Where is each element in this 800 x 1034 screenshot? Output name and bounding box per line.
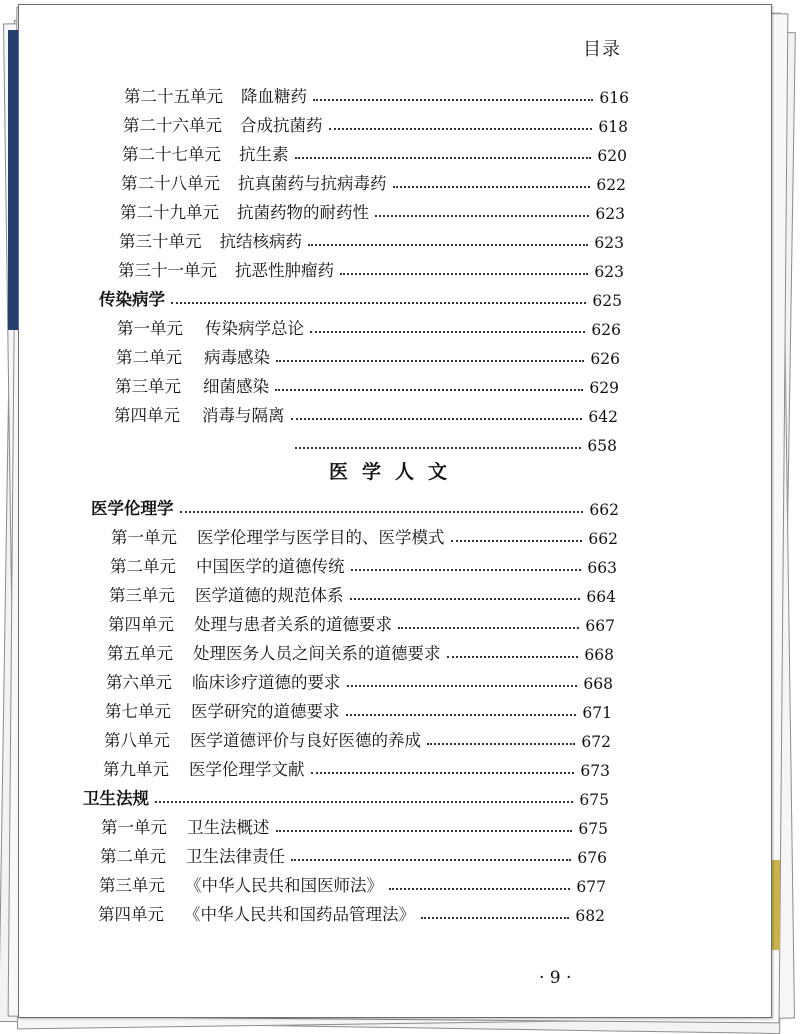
unit-number: 第二十七单元 [122, 145, 221, 164]
leader-dots [427, 743, 575, 745]
toc-row[interactable] [124, 83, 629, 107]
unit-number: 第二单元 [110, 557, 176, 576]
unit-title: 传染病学总论 [205, 319, 304, 338]
unit-title: 卫生法律责任 [186, 847, 285, 866]
leader-dots [350, 598, 581, 600]
unit-number: 第三十单元 [119, 232, 202, 251]
toc-row[interactable] [101, 814, 608, 838]
unit-number: 第四单元 [114, 406, 180, 425]
unit-title: 医学研究的道德要求 [191, 702, 340, 721]
toc-row[interactable] [117, 315, 621, 339]
table-of-contents [19, 5, 771, 1017]
page-number: 623 [594, 234, 624, 252]
unit-number: 第四单元 [108, 615, 174, 634]
unit-title: 细菌感染 [203, 377, 269, 396]
leader-dots [295, 447, 581, 449]
unit-number: 第三单元 [115, 377, 181, 396]
unit-number: 第三单元 [99, 876, 165, 895]
leader-dots [351, 569, 582, 571]
unit-number: 第二单元 [100, 847, 166, 866]
page-number: 618 [598, 118, 628, 136]
toc-row[interactable] [109, 582, 616, 606]
unit-title: 卫生法概述 [187, 818, 270, 837]
unit-title: 医学伦理学文献 [189, 760, 305, 779]
page-number: 675 [578, 820, 608, 838]
unit-number: 第一单元 [101, 818, 167, 837]
chapter-title: 卫生法规 [83, 789, 149, 808]
leader-dots [447, 656, 579, 658]
page-number: 663 [587, 559, 617, 577]
unit-title: 处理与患者关系的道德要求 [194, 615, 392, 634]
page-number: 662 [589, 501, 619, 519]
unit-title: 临床诊疗道德的要求 [192, 673, 341, 692]
toc-row[interactable] [99, 872, 606, 896]
unit-number: 第二十六单元 [123, 116, 222, 135]
toc-chapter-row[interactable] [83, 785, 609, 809]
unit-title: 抗结核病药 [219, 232, 302, 251]
unit-title: 病毒感染 [204, 348, 270, 367]
toc-row[interactable] [111, 524, 618, 548]
leader-dots [308, 244, 588, 246]
unit-number: 第一单元 [111, 528, 177, 547]
toc-row[interactable] [114, 402, 618, 426]
toc-row[interactable] [108, 611, 615, 635]
page-number: 682 [575, 907, 605, 925]
unit-title: 降血糖药 [241, 87, 307, 106]
leader-dots [421, 917, 569, 919]
leader-dots [340, 273, 588, 275]
section-title: 医学人文 [328, 461, 461, 483]
unit-number: 第三十一单元 [118, 261, 217, 280]
page-number: 673 [580, 762, 610, 780]
leader-dots [393, 186, 591, 188]
toc-row[interactable] [110, 553, 617, 577]
unit-title: 抗菌药物的耐药性 [237, 203, 369, 222]
page-number: 623 [595, 205, 625, 223]
cover-edge-blue [8, 30, 18, 330]
toc-row[interactable] [106, 669, 613, 693]
leader-dots [276, 360, 584, 362]
page-number: 671 [582, 704, 612, 722]
toc-row[interactable] [116, 344, 620, 368]
toc-row[interactable] [121, 170, 626, 194]
page-number: 668 [584, 646, 614, 664]
chapter-title: 医学伦理学 [91, 499, 174, 518]
leader-dots [398, 627, 579, 629]
leader-dots [310, 331, 585, 333]
leader-dots [155, 801, 573, 803]
leader-dots [291, 859, 571, 861]
toc-page [18, 4, 772, 1018]
unit-number: 第三单元 [109, 586, 175, 605]
unit-title: 医学道德的规范体系 [195, 586, 344, 605]
leader-dots [275, 389, 583, 391]
leader-dots [180, 511, 584, 513]
unit-number: 第六单元 [106, 673, 172, 692]
leader-dots [171, 302, 586, 304]
page-number: 667 [585, 617, 615, 635]
page-number: 668 [583, 675, 613, 693]
cover-edge-yellow [772, 860, 780, 950]
unit-title: 《中华人民共和国医师法》 [185, 876, 383, 895]
page-number: 623 [594, 263, 624, 281]
toc-row[interactable] [122, 141, 627, 165]
leader-dots [313, 99, 593, 101]
leader-dots [389, 888, 570, 890]
unit-title: 中国医学的道德传统 [196, 557, 345, 576]
page-number: 626 [590, 350, 620, 368]
page-folio: · 9 · [539, 968, 572, 988]
toc-row[interactable] [100, 843, 607, 867]
toc-row[interactable] [123, 112, 628, 136]
page-number: 664 [586, 588, 616, 606]
toc-row[interactable] [104, 727, 611, 751]
toc-row[interactable] [103, 756, 610, 780]
unit-number: 第九单元 [103, 760, 169, 779]
leader-dots [295, 157, 592, 159]
leader-dots [346, 714, 577, 716]
unit-number: 第七单元 [105, 702, 171, 721]
page-number: 622 [596, 176, 626, 194]
page-number: 620 [597, 147, 627, 165]
page-number: 677 [576, 878, 606, 896]
leader-dots [276, 830, 573, 832]
page-number: 642 [588, 408, 618, 426]
unit-title: 医学伦理学与医学目的、医学模式 [197, 528, 445, 547]
leader-dots [291, 418, 583, 420]
toc-row[interactable] [98, 901, 605, 925]
page-number: 658 [587, 437, 617, 455]
toc-row[interactable] [120, 199, 625, 223]
unit-title: 合成抗菌药 [240, 116, 323, 135]
toc-row[interactable] [118, 257, 624, 281]
toc-chapter-row[interactable] [99, 286, 622, 310]
unit-title: 《中华人民共和国药品管理法》 [184, 905, 415, 924]
page-number: 629 [589, 379, 619, 397]
toc-row[interactable] [119, 228, 624, 252]
page-number: 672 [581, 733, 611, 751]
page-number: 625 [592, 292, 622, 310]
unit-number: 第二十八单元 [121, 174, 220, 193]
page-number: 676 [577, 849, 607, 867]
unit-title: 抗恶性肿瘤药 [235, 261, 334, 280]
unit-title: 抗真菌药与抗病毒药 [238, 174, 387, 193]
toc-row[interactable] [115, 373, 619, 397]
toc-row[interactable] [107, 640, 614, 664]
unit-number: 第五单元 [107, 644, 173, 663]
toc-chapter-row[interactable] [91, 495, 619, 519]
leader-dots [451, 540, 583, 542]
unit-number: 第八单元 [104, 731, 170, 750]
page-number: 616 [599, 89, 629, 107]
page-number: 662 [588, 530, 618, 548]
running-header: 目录 [583, 39, 621, 60]
unit-title: 消毒与隔离 [202, 406, 285, 425]
page-number: 675 [579, 791, 609, 809]
leader-dots [347, 685, 578, 687]
unit-number: 第一单元 [117, 319, 183, 338]
leader-dots [329, 128, 593, 130]
toc-continuation-row [289, 431, 617, 455]
unit-number: 第二单元 [116, 348, 182, 367]
page-number: 626 [591, 321, 621, 339]
leader-dots [311, 772, 575, 774]
unit-number: 第二十九单元 [120, 203, 219, 222]
unit-number: 第二十五单元 [124, 87, 223, 106]
unit-title: 抗生素 [239, 145, 289, 164]
toc-row[interactable] [105, 698, 612, 722]
unit-title: 处理医务人员之间关系的道德要求 [193, 644, 441, 663]
chapter-title: 传染病学 [99, 290, 165, 309]
unit-title: 医学道德评价与良好医德的养成 [190, 731, 421, 750]
leader-dots [375, 215, 589, 217]
unit-number: 第四单元 [98, 905, 164, 924]
